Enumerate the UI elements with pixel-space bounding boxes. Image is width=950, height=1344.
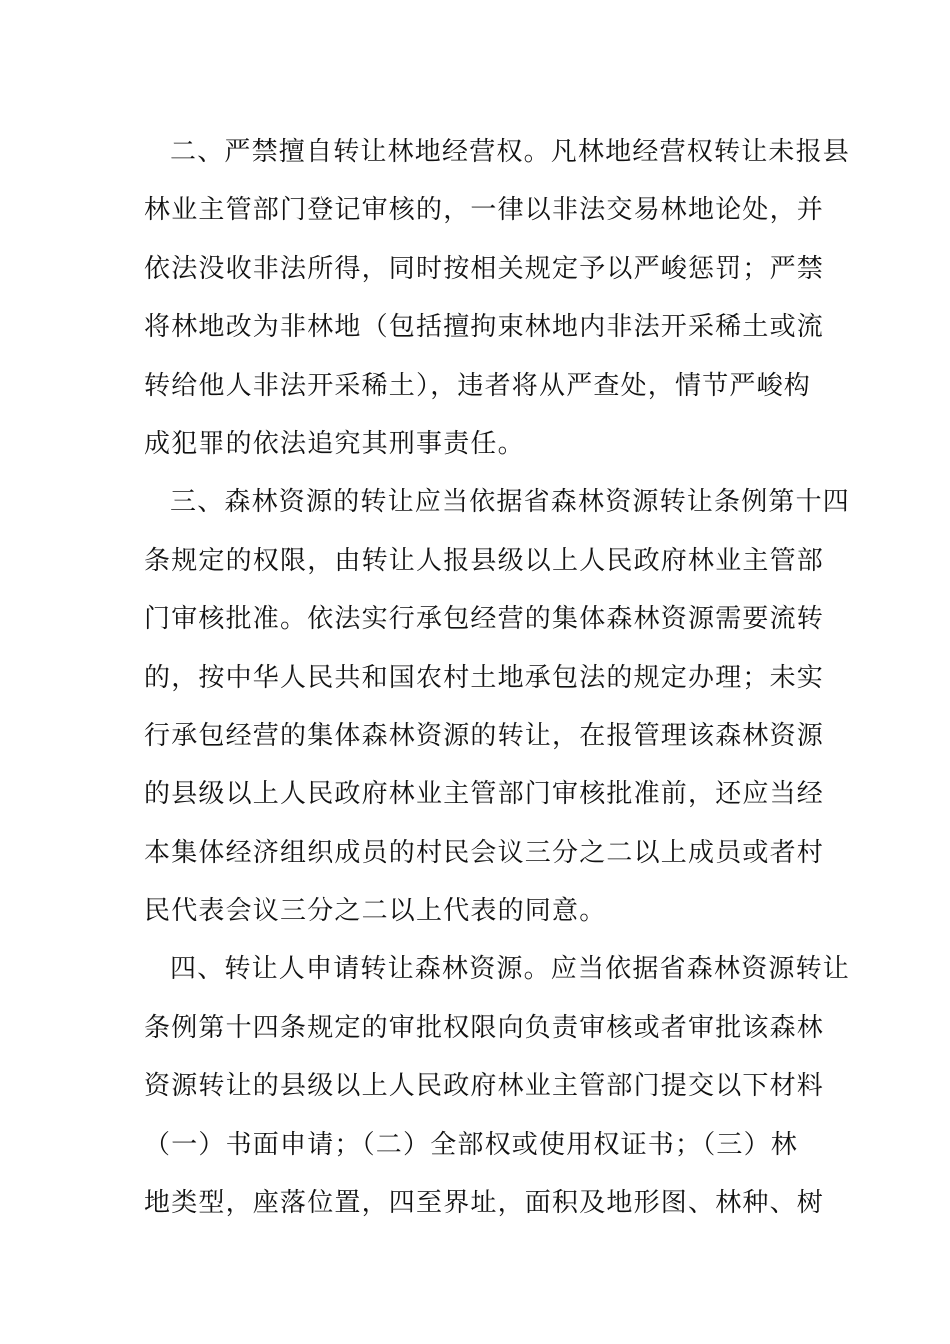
text-line: 条例第十四条规定的审批权限向负责审核或者审批该森林 (144, 1012, 825, 1043)
paragraph-2 (144, 123, 851, 473)
text-line: 本集体经济组织成员的村民会议三分之二以上成员或者村 (144, 837, 825, 868)
text-line: 资源转让的县级以上人民政府林业主管部门提交以下材料 (144, 1071, 825, 1102)
text-line: 的，按中华人民共和国农村土地承包法的规定办理；未实 (144, 662, 825, 693)
text-line: 四、转让人申请转让森林资源。应当依据省森林资源转让 (170, 954, 851, 985)
text-line: 二、严禁擅自转让林地经营权。凡林地经营权转让未报县 (170, 137, 851, 167)
text-line: 转给他人非法开采稀土），违者将从严查处，情节严峻构 (144, 370, 812, 401)
text-line: 行承包经营的集体森林资源的转让，在报管理该森林资源 (144, 720, 825, 751)
text-line: 林业主管部门登记审核的，一律以非法交易林地论处，并 (144, 195, 825, 226)
text-line: 将林地改为非林地（包括擅拘束林地内非法开采稀土或流 (144, 312, 825, 343)
paragraph-4 (144, 940, 851, 1232)
text-line: 民代表会议三分之二以上代表的同意。 (144, 896, 607, 927)
paragraph-3 (144, 473, 851, 940)
text-line: 成犯罪的依法追究其刑事责任。 (144, 428, 525, 459)
text-line: 门审核批准。依法实行承包经营的集体森林资源需要流转 (144, 604, 825, 635)
text-line: 的县级以上人民政府林业主管部门审核批准前，还应当经 (144, 779, 825, 810)
text-line: 条规定的权限，由转让人报县级以上人民政府林业主管部 (144, 545, 825, 576)
text-line: 依法没收非法所得，同时按相关规定予以严峻惩罚；严禁 (144, 253, 825, 284)
document-body (144, 123, 851, 1232)
text-line: （一）书面申请；（二）全部权或使用权证书；（三）林 (144, 1129, 799, 1160)
text-line: 地类型，座落位置，四至界址，面积及地形图、林种、树 (144, 1188, 825, 1219)
text-line: 三、森林资源的转让应当依据省森林资源转让条例第十四 (170, 487, 851, 518)
